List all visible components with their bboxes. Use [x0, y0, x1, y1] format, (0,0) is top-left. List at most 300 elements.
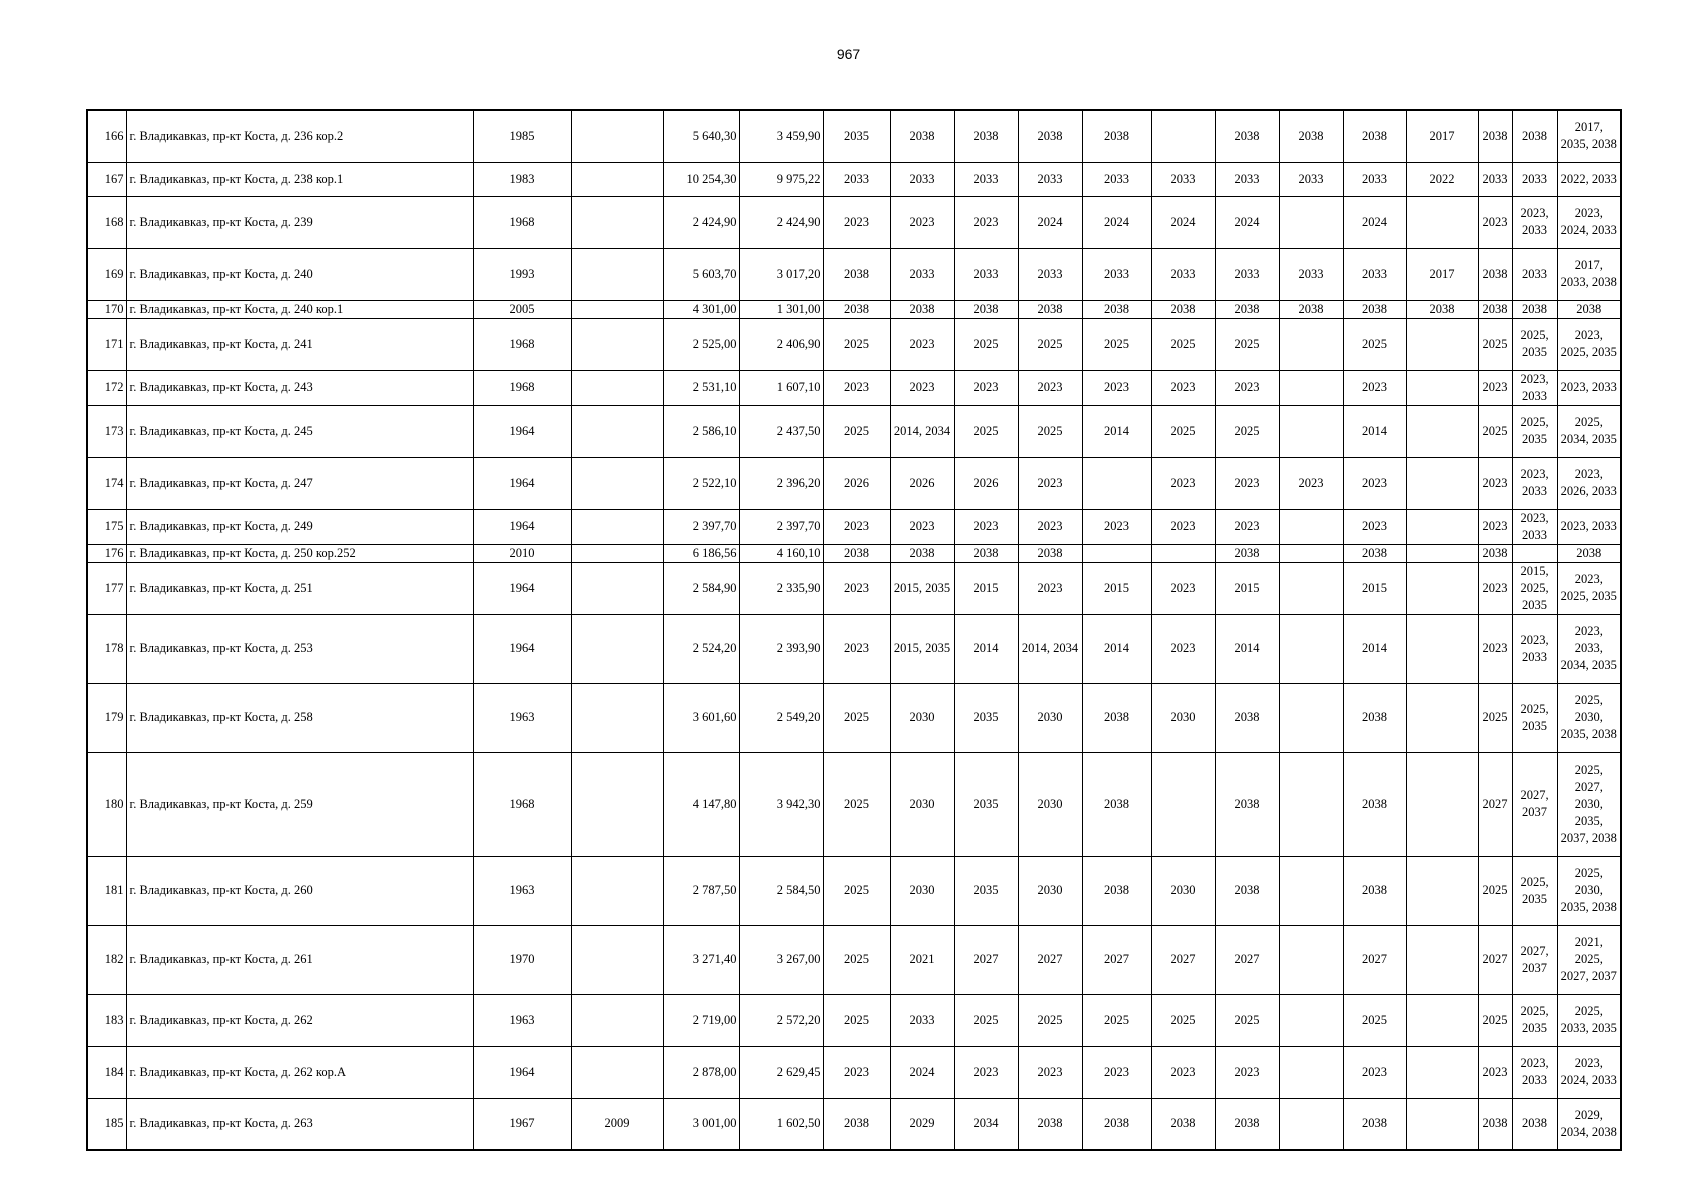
work-year-1-cell: 2038	[823, 1098, 890, 1150]
work-year-2-cell: 2023	[890, 370, 954, 405]
work-year-12-cell: 2038	[1512, 300, 1557, 318]
work-year-9-cell: 2014	[1343, 405, 1406, 457]
work-year-2-cell: 2030	[890, 856, 954, 925]
work-year-13-cell: 2038	[1557, 300, 1621, 318]
address-cell: г. Владикавказ, пр-кт Коста, д. 247	[126, 457, 473, 509]
work-year-7-cell: 2038	[1215, 544, 1279, 562]
work-year-4-cell: 2038	[1018, 110, 1082, 162]
work-year-11-cell: 2027	[1478, 925, 1512, 994]
work-year-10-cell: 2017	[1406, 110, 1478, 162]
row-number-cell: 169	[87, 248, 126, 300]
table-row	[87, 196, 1621, 248]
work-year-2-cell: 2015, 2035	[890, 614, 954, 683]
table-row	[87, 457, 1621, 509]
work-year-2-cell: 2023	[890, 509, 954, 544]
total-area-cell: 3 001,00	[663, 1098, 739, 1150]
living-area-cell: 3 459,90	[739, 110, 823, 162]
total-area-cell: 2 719,00	[663, 994, 739, 1046]
total-area-cell: 3 271,40	[663, 925, 739, 994]
reconstruction-year-cell	[571, 752, 663, 856]
work-year-7-cell: 2038	[1215, 300, 1279, 318]
work-year-5-cell: 2015	[1082, 562, 1151, 614]
work-year-10-cell	[1406, 683, 1478, 752]
work-year-8-cell: 2023	[1279, 457, 1343, 509]
work-year-10-cell: 2017	[1406, 248, 1478, 300]
table-row	[87, 509, 1621, 544]
work-year-9-cell: 2014	[1343, 614, 1406, 683]
work-year-1-cell: 2025	[823, 683, 890, 752]
work-year-13-cell: 2038	[1557, 544, 1621, 562]
work-year-13-cell: 2022, 2033	[1557, 162, 1621, 196]
work-year-6-cell: 2027	[1151, 925, 1215, 994]
reconstruction-year-cell: 2009	[571, 1098, 663, 1150]
work-year-13-cell: 2025, 2030, 2035, 2038	[1557, 856, 1621, 925]
work-year-12-cell: 2025, 2035	[1512, 683, 1557, 752]
work-year-9-cell: 2024	[1343, 196, 1406, 248]
work-year-4-cell: 2025	[1018, 405, 1082, 457]
work-year-10-cell	[1406, 752, 1478, 856]
living-area-cell: 2 584,50	[739, 856, 823, 925]
work-year-2-cell: 2023	[890, 318, 954, 370]
work-year-10-cell: 2038	[1406, 300, 1478, 318]
total-area-cell: 2 397,70	[663, 509, 739, 544]
work-year-12-cell: 2025, 2035	[1512, 405, 1557, 457]
work-year-5-cell: 2023	[1082, 509, 1151, 544]
work-year-12-cell: 2025, 2035	[1512, 856, 1557, 925]
row-number-cell: 175	[87, 509, 126, 544]
reconstruction-year-cell	[571, 856, 663, 925]
work-year-7-cell: 2038	[1215, 1098, 1279, 1150]
work-year-9-cell: 2038	[1343, 752, 1406, 856]
work-year-4-cell: 2033	[1018, 248, 1082, 300]
total-area-cell: 5 603,70	[663, 248, 739, 300]
row-number-cell: 184	[87, 1046, 126, 1098]
work-year-7-cell: 2015	[1215, 562, 1279, 614]
build-year-cell: 1963	[473, 683, 571, 752]
build-year-cell: 1968	[473, 196, 571, 248]
reconstruction-year-cell	[571, 457, 663, 509]
work-year-3-cell: 2038	[954, 300, 1018, 318]
work-year-6-cell	[1151, 110, 1215, 162]
work-year-8-cell	[1279, 1098, 1343, 1150]
work-year-1-cell: 2023	[823, 614, 890, 683]
reconstruction-year-cell	[571, 110, 663, 162]
work-year-7-cell: 2038	[1215, 856, 1279, 925]
work-year-4-cell: 2023	[1018, 509, 1082, 544]
work-year-1-cell: 2035	[823, 110, 890, 162]
build-year-cell: 1993	[473, 248, 571, 300]
living-area-cell: 2 572,20	[739, 994, 823, 1046]
work-year-5-cell: 2033	[1082, 248, 1151, 300]
work-year-12-cell: 2023, 2033	[1512, 196, 1557, 248]
row-number-cell: 167	[87, 162, 126, 196]
work-year-7-cell: 2023	[1215, 509, 1279, 544]
work-year-11-cell: 2038	[1478, 110, 1512, 162]
row-number-cell: 170	[87, 300, 126, 318]
total-area-cell: 2 424,90	[663, 196, 739, 248]
work-year-2-cell: 2030	[890, 683, 954, 752]
work-year-12-cell: 2023, 2033	[1512, 614, 1557, 683]
row-number-cell: 173	[87, 405, 126, 457]
address-cell: г. Владикавказ, пр-кт Коста, д. 260	[126, 856, 473, 925]
work-year-4-cell: 2030	[1018, 856, 1082, 925]
table-row	[87, 544, 1621, 562]
work-year-3-cell: 2035	[954, 683, 1018, 752]
work-year-8-cell	[1279, 562, 1343, 614]
work-year-11-cell: 2027	[1478, 752, 1512, 856]
work-year-6-cell	[1151, 544, 1215, 562]
work-year-9-cell: 2025	[1343, 994, 1406, 1046]
work-year-10-cell	[1406, 405, 1478, 457]
work-year-11-cell: 2038	[1478, 544, 1512, 562]
work-year-9-cell: 2033	[1343, 248, 1406, 300]
work-year-2-cell: 2026	[890, 457, 954, 509]
work-year-10-cell	[1406, 1098, 1478, 1150]
work-year-2-cell: 2038	[890, 544, 954, 562]
total-area-cell: 2 878,00	[663, 1046, 739, 1098]
build-year-cell: 1970	[473, 925, 571, 994]
work-year-11-cell: 2023	[1478, 562, 1512, 614]
table-row	[87, 1046, 1621, 1098]
living-area-cell: 2 437,50	[739, 405, 823, 457]
work-year-8-cell	[1279, 544, 1343, 562]
address-cell: г. Владикавказ, пр-кт Коста, д. 259	[126, 752, 473, 856]
work-year-12-cell: 2023, 2033	[1512, 457, 1557, 509]
table-row	[87, 1098, 1621, 1150]
work-year-7-cell: 2023	[1215, 457, 1279, 509]
work-year-6-cell: 2025	[1151, 405, 1215, 457]
row-number-cell: 180	[87, 752, 126, 856]
reconstruction-year-cell	[571, 562, 663, 614]
work-year-8-cell	[1279, 318, 1343, 370]
work-year-1-cell: 2025	[823, 752, 890, 856]
work-year-13-cell: 2029, 2034, 2038	[1557, 1098, 1621, 1150]
address-cell: г. Владикавказ, пр-кт Коста, д. 249	[126, 509, 473, 544]
work-year-6-cell: 2023	[1151, 509, 1215, 544]
work-year-3-cell: 2025	[954, 994, 1018, 1046]
work-year-9-cell: 2015	[1343, 562, 1406, 614]
work-year-6-cell: 2038	[1151, 300, 1215, 318]
reconstruction-year-cell	[571, 925, 663, 994]
work-year-10-cell	[1406, 856, 1478, 925]
work-year-5-cell: 2033	[1082, 162, 1151, 196]
work-year-8-cell: 2038	[1279, 300, 1343, 318]
work-year-7-cell: 2033	[1215, 248, 1279, 300]
address-cell: г. Владикавказ, пр-кт Коста, д. 240	[126, 248, 473, 300]
work-year-1-cell: 2026	[823, 457, 890, 509]
work-year-4-cell: 2025	[1018, 318, 1082, 370]
work-year-10-cell	[1406, 925, 1478, 994]
total-area-cell: 6 186,56	[663, 544, 739, 562]
work-year-8-cell: 2033	[1279, 248, 1343, 300]
work-year-5-cell: 2023	[1082, 1046, 1151, 1098]
work-year-12-cell: 2038	[1512, 1098, 1557, 1150]
total-area-cell: 2 787,50	[663, 856, 739, 925]
row-number-cell: 168	[87, 196, 126, 248]
build-year-cell: 1963	[473, 994, 571, 1046]
work-year-11-cell: 2038	[1478, 1098, 1512, 1150]
work-year-12-cell: 2023, 2033	[1512, 1046, 1557, 1098]
reconstruction-year-cell	[571, 405, 663, 457]
table-body	[87, 110, 1621, 1150]
table-row	[87, 370, 1621, 405]
work-year-10-cell	[1406, 544, 1478, 562]
total-area-cell: 5 640,30	[663, 110, 739, 162]
work-year-4-cell: 2023	[1018, 562, 1082, 614]
address-cell: г. Владикавказ, пр-кт Коста, д. 262	[126, 994, 473, 1046]
work-year-8-cell	[1279, 614, 1343, 683]
work-year-7-cell: 2023	[1215, 1046, 1279, 1098]
reconstruction-year-cell	[571, 614, 663, 683]
address-cell: г. Владикавказ, пр-кт Коста, д. 253	[126, 614, 473, 683]
work-year-12-cell: 2038	[1512, 110, 1557, 162]
work-year-13-cell: 2025, 2034, 2035	[1557, 405, 1621, 457]
work-year-11-cell: 2023	[1478, 1046, 1512, 1098]
work-year-3-cell: 2033	[954, 162, 1018, 196]
work-year-10-cell: 2022	[1406, 162, 1478, 196]
work-year-6-cell: 2030	[1151, 683, 1215, 752]
work-year-1-cell: 2023	[823, 509, 890, 544]
living-area-cell: 2 335,90	[739, 562, 823, 614]
work-year-13-cell: 2023, 2033	[1557, 509, 1621, 544]
work-year-1-cell: 2025	[823, 925, 890, 994]
work-year-6-cell: 2033	[1151, 248, 1215, 300]
work-year-12-cell: 2015, 2025, 2035	[1512, 562, 1557, 614]
living-area-cell: 3 017,20	[739, 248, 823, 300]
work-year-8-cell	[1279, 405, 1343, 457]
work-year-6-cell: 2023	[1151, 1046, 1215, 1098]
work-year-9-cell: 2023	[1343, 457, 1406, 509]
work-year-6-cell: 2038	[1151, 1098, 1215, 1150]
address-cell: г. Владикавказ, пр-кт Коста, д. 262 кор.А	[126, 1046, 473, 1098]
reconstruction-year-cell	[571, 300, 663, 318]
work-year-13-cell: 2023, 2033	[1557, 370, 1621, 405]
work-year-5-cell: 2014	[1082, 405, 1151, 457]
living-area-cell: 2 424,90	[739, 196, 823, 248]
work-year-12-cell: 2033	[1512, 162, 1557, 196]
work-year-11-cell: 2023	[1478, 196, 1512, 248]
work-year-3-cell: 2014	[954, 614, 1018, 683]
work-year-3-cell: 2033	[954, 248, 1018, 300]
work-year-3-cell: 2025	[954, 405, 1018, 457]
work-year-4-cell: 2027	[1018, 925, 1082, 994]
total-area-cell: 2 531,10	[663, 370, 739, 405]
address-cell: г. Владикавказ, пр-кт Коста, д. 236 кор.2	[126, 110, 473, 162]
total-area-cell: 2 522,10	[663, 457, 739, 509]
table-row	[87, 925, 1621, 994]
work-year-3-cell: 2035	[954, 856, 1018, 925]
build-year-cell: 1968	[473, 752, 571, 856]
work-year-10-cell	[1406, 1046, 1478, 1098]
work-year-4-cell: 2033	[1018, 162, 1082, 196]
work-year-13-cell: 2023, 2025, 2035	[1557, 318, 1621, 370]
living-area-cell: 1 301,00	[739, 300, 823, 318]
work-year-5-cell: 2038	[1082, 300, 1151, 318]
work-year-2-cell: 2029	[890, 1098, 954, 1150]
work-year-6-cell: 2025	[1151, 318, 1215, 370]
work-year-5-cell: 2025	[1082, 318, 1151, 370]
reconstruction-year-cell	[571, 1046, 663, 1098]
work-year-13-cell: 2025, 2033, 2035	[1557, 994, 1621, 1046]
work-year-12-cell: 2023, 2033	[1512, 509, 1557, 544]
work-year-4-cell: 2023	[1018, 457, 1082, 509]
work-year-12-cell: 2027, 2037	[1512, 925, 1557, 994]
row-number-cell: 174	[87, 457, 126, 509]
work-year-1-cell: 2025	[823, 856, 890, 925]
work-year-13-cell: 2023, 2024, 2033	[1557, 196, 1621, 248]
work-year-5-cell: 2025	[1082, 994, 1151, 1046]
work-year-12-cell: 2027, 2037	[1512, 752, 1557, 856]
work-year-11-cell: 2023	[1478, 509, 1512, 544]
work-year-4-cell: 2030	[1018, 683, 1082, 752]
work-year-7-cell: 2024	[1215, 196, 1279, 248]
work-year-11-cell: 2025	[1478, 405, 1512, 457]
work-year-6-cell: 2033	[1151, 162, 1215, 196]
work-year-8-cell	[1279, 925, 1343, 994]
work-year-8-cell	[1279, 370, 1343, 405]
work-year-9-cell: 2038	[1343, 544, 1406, 562]
work-year-5-cell	[1082, 457, 1151, 509]
work-year-11-cell: 2025	[1478, 994, 1512, 1046]
work-year-10-cell	[1406, 318, 1478, 370]
work-year-11-cell: 2038	[1478, 300, 1512, 318]
work-year-7-cell: 2014	[1215, 614, 1279, 683]
row-number-cell: 179	[87, 683, 126, 752]
build-year-cell: 1964	[473, 405, 571, 457]
work-year-4-cell: 2023	[1018, 1046, 1082, 1098]
work-year-12-cell: 2025, 2035	[1512, 994, 1557, 1046]
work-year-11-cell: 2033	[1478, 162, 1512, 196]
row-number-cell: 172	[87, 370, 126, 405]
work-year-13-cell: 2023, 2025, 2035	[1557, 562, 1621, 614]
total-area-cell: 2 525,00	[663, 318, 739, 370]
total-area-cell: 2 586,10	[663, 405, 739, 457]
living-area-cell: 2 406,90	[739, 318, 823, 370]
table-row	[87, 752, 1621, 856]
reconstruction-year-cell	[571, 509, 663, 544]
housing-table	[86, 109, 1622, 1151]
work-year-3-cell: 2023	[954, 1046, 1018, 1098]
work-year-8-cell	[1279, 509, 1343, 544]
build-year-cell: 1964	[473, 614, 571, 683]
reconstruction-year-cell	[571, 544, 663, 562]
work-year-1-cell: 2023	[823, 1046, 890, 1098]
work-year-3-cell: 2023	[954, 509, 1018, 544]
build-year-cell: 1964	[473, 562, 571, 614]
work-year-12-cell	[1512, 544, 1557, 562]
work-year-7-cell: 2023	[1215, 370, 1279, 405]
table-row	[87, 300, 1621, 318]
work-year-2-cell: 2033	[890, 162, 954, 196]
work-year-7-cell: 2027	[1215, 925, 1279, 994]
work-year-5-cell: 2038	[1082, 1098, 1151, 1150]
work-year-9-cell: 2023	[1343, 509, 1406, 544]
work-year-10-cell	[1406, 457, 1478, 509]
work-year-4-cell: 2014, 2034	[1018, 614, 1082, 683]
work-year-4-cell: 2030	[1018, 752, 1082, 856]
work-year-11-cell: 2025	[1478, 318, 1512, 370]
address-cell: г. Владикавказ, пр-кт Коста, д. 261	[126, 925, 473, 994]
work-year-12-cell: 2025, 2035	[1512, 318, 1557, 370]
work-year-2-cell: 2030	[890, 752, 954, 856]
work-year-1-cell: 2023	[823, 562, 890, 614]
work-year-3-cell: 2026	[954, 457, 1018, 509]
row-number-cell: 177	[87, 562, 126, 614]
work-year-6-cell: 2024	[1151, 196, 1215, 248]
build-year-cell: 2005	[473, 300, 571, 318]
work-year-2-cell: 2038	[890, 110, 954, 162]
reconstruction-year-cell	[571, 683, 663, 752]
work-year-9-cell: 2027	[1343, 925, 1406, 994]
work-year-5-cell: 2038	[1082, 110, 1151, 162]
work-year-1-cell: 2025	[823, 318, 890, 370]
work-year-9-cell: 2025	[1343, 318, 1406, 370]
work-year-6-cell: 2023	[1151, 562, 1215, 614]
work-year-11-cell: 2023	[1478, 457, 1512, 509]
work-year-8-cell	[1279, 1046, 1343, 1098]
work-year-9-cell: 2033	[1343, 162, 1406, 196]
build-year-cell: 1968	[473, 318, 571, 370]
work-year-13-cell: 2017, 2035, 2038	[1557, 110, 1621, 162]
work-year-2-cell: 2033	[890, 994, 954, 1046]
build-year-cell: 1967	[473, 1098, 571, 1150]
table-row	[87, 318, 1621, 370]
work-year-10-cell	[1406, 614, 1478, 683]
work-year-11-cell: 2025	[1478, 856, 1512, 925]
total-area-cell: 2 584,90	[663, 562, 739, 614]
build-year-cell: 1964	[473, 509, 571, 544]
work-year-3-cell: 2027	[954, 925, 1018, 994]
work-year-2-cell: 2021	[890, 925, 954, 994]
work-year-1-cell: 2038	[823, 248, 890, 300]
table-row	[87, 683, 1621, 752]
living-area-cell: 4 160,10	[739, 544, 823, 562]
table-row	[87, 110, 1621, 162]
reconstruction-year-cell	[571, 162, 663, 196]
work-year-8-cell	[1279, 752, 1343, 856]
table-row	[87, 562, 1621, 614]
total-area-cell: 2 524,20	[663, 614, 739, 683]
work-year-5-cell: 2038	[1082, 856, 1151, 925]
work-year-10-cell	[1406, 370, 1478, 405]
work-year-12-cell: 2033	[1512, 248, 1557, 300]
address-cell: г. Владикавказ, пр-кт Коста, д. 238 кор.1	[126, 162, 473, 196]
living-area-cell: 1 607,10	[739, 370, 823, 405]
work-year-9-cell: 2038	[1343, 683, 1406, 752]
work-year-3-cell: 2038	[954, 110, 1018, 162]
work-year-8-cell: 2038	[1279, 110, 1343, 162]
work-year-1-cell: 2025	[823, 994, 890, 1046]
work-year-10-cell	[1406, 196, 1478, 248]
table-row	[87, 248, 1621, 300]
work-year-7-cell: 2038	[1215, 683, 1279, 752]
work-year-13-cell: 2021, 2025, 2027, 2037	[1557, 925, 1621, 994]
reconstruction-year-cell	[571, 318, 663, 370]
work-year-13-cell: 2023, 2026, 2033	[1557, 457, 1621, 509]
work-year-2-cell: 2014, 2034	[890, 405, 954, 457]
address-cell: г. Владикавказ, пр-кт Коста, д. 258	[126, 683, 473, 752]
work-year-1-cell: 2033	[823, 162, 890, 196]
build-year-cell: 2010	[473, 544, 571, 562]
work-year-5-cell: 2027	[1082, 925, 1151, 994]
work-year-13-cell: 2025, 2027, 2030, 2035, 2037, 2038	[1557, 752, 1621, 856]
work-year-8-cell	[1279, 196, 1343, 248]
work-year-6-cell: 2023	[1151, 457, 1215, 509]
address-cell: г. Владикавказ, пр-кт Коста, д. 263	[126, 1098, 473, 1150]
work-year-4-cell: 2038	[1018, 544, 1082, 562]
work-year-3-cell: 2023	[954, 196, 1018, 248]
living-area-cell: 9 975,22	[739, 162, 823, 196]
